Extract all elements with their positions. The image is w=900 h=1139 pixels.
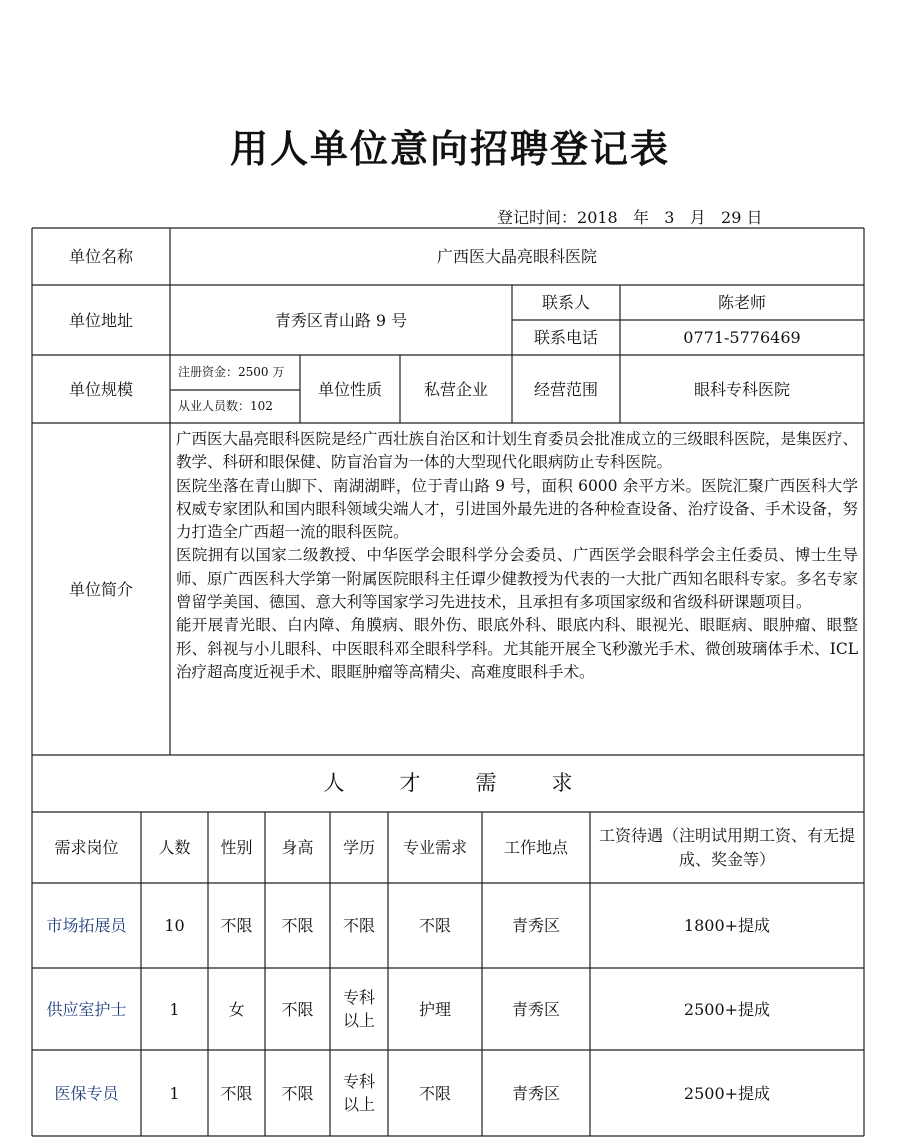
row-major: 护理 [418, 999, 451, 1019]
row-salary: 2500+提成 [683, 999, 771, 1019]
business-scope-label: 经营范围 [533, 379, 598, 399]
row-height: 不限 [281, 1083, 314, 1103]
intro-paragraph: 能开展青光眼、白内障、角膜病、眼外伤、眼底外科、眼底内科、眼视光、眼眶病、眼肿瘤、眼整形、斜视与小儿眼科、中医眼科邓全眼科学科。尤其能开展全飞秒激光手术、微创玻璃体手术、ICL 治疗超高度近视手术、眼眶肿瘤等高精尖、高难度眼科手术。 [176, 616, 858, 681]
row-height: 不限 [281, 916, 314, 935]
registration-month: 3 [664, 208, 675, 227]
business-scope-value: 眼科专科医院 [693, 379, 790, 399]
row-salary: 2500+提成 [683, 1083, 771, 1103]
month-unit: 月 [689, 208, 706, 227]
company-name-label: 单位名称 [68, 247, 133, 266]
company-address-label: 单位地址 [68, 310, 133, 330]
company-intro [176, 428, 858, 684]
day-unit: 日 [746, 208, 763, 227]
form-title: 用人单位意向招聘登记表 [229, 127, 670, 171]
row-major: 不限 [418, 916, 451, 935]
intro-paragraph: 医院坐落在青山脚下、南湖湖畔，位于青山路 9 号，面积 6000 余平方米。医院汇聚广西医科大学权威专家团队和国内眼科领域尖端人才，引进国外最先进的各种检查设备、治疗设备、手术设备，努力打造全广西超一流的眼科医院。 [176, 476, 859, 542]
company-nature-value: 私营企业 [423, 379, 488, 399]
company-scale-label: 单位规模 [68, 379, 133, 399]
intro-paragraph: 医院拥有以国家二级教授、中华医学会眼科学分会委员、广西医学会眼科学会主任委员、博士生导师、原广西医科大学第一附属医院眼科主任谭少健教授为代表的一大批广西知名眼科专家。多名专家曾留学美国、德国、意大利等国家学习先进技术，且承担有多项国家级和省级科研课题项目。 [176, 546, 859, 612]
contact-label: 联系人 [541, 293, 590, 312]
header-count: 人数 [158, 838, 191, 857]
row-education: 专科以上 [342, 1072, 375, 1114]
row-position: 供应室护士 [46, 999, 127, 1019]
phone-label: 联系电话 [533, 328, 598, 347]
registration-day: 29 [721, 208, 742, 227]
registration-year: 2018 [577, 208, 618, 227]
section-char: 需 [475, 771, 497, 795]
section-char: 才 [399, 771, 421, 795]
contact-value: 陈老师 [717, 293, 766, 312]
section-char: 人 [323, 771, 345, 795]
talent-section-title [32, 755, 864, 812]
header-gender: 性别 [220, 838, 253, 857]
row-education: 不限 [342, 916, 375, 935]
row-position: 市场拓展员 [46, 916, 127, 935]
row-salary: 1800+提成 [683, 916, 771, 935]
intro-paragraph: 广西医大晶亮眼科医院是经广西壮族自治区和计划生育委员会批准成立的三级眼科医院，是集医疗、教学、科研和眼保健、防盲治盲为一体的大型现代化眼病防止专科医院。 [176, 430, 859, 472]
header-position: 需求岗位 [54, 838, 119, 857]
company-address-value: 青秀区青山路 9 号 [274, 310, 408, 330]
row-height: 不限 [281, 999, 314, 1019]
row-location: 青秀区 [511, 916, 560, 935]
phone-value: 0771-5776469 [683, 328, 801, 347]
row-position: 医保专员 [54, 1083, 119, 1103]
company-name-value: 广西医大晶亮眼科医院 [436, 247, 597, 266]
row-major: 不限 [418, 1083, 451, 1103]
row-location: 青秀区 [511, 999, 560, 1019]
registration-label: 登记时间： [497, 208, 578, 227]
header-height: 身高 [281, 838, 314, 857]
row-location: 青秀区 [511, 1083, 560, 1103]
employee-count: 从业人员数：102 [178, 399, 273, 413]
row-gender: 不限 [220, 916, 253, 935]
year-unit: 年 [633, 208, 650, 227]
header-salary: 工资待遇（注明试用期工资、有无提成、奖金等） [598, 825, 855, 869]
section-char: 求 [551, 771, 573, 795]
company-nature-label: 单位性质 [317, 379, 382, 399]
row-count: 10 [164, 916, 185, 935]
row-education: 专科以上 [342, 988, 375, 1030]
registered-capital: 注册资金：2500 万 [178, 365, 285, 379]
row-count: 1 [169, 1083, 180, 1103]
header-major: 专业需求 [402, 838, 467, 857]
row-gender: 女 [228, 999, 245, 1019]
header-location: 工作地点 [503, 838, 568, 857]
header-education: 学历 [342, 838, 375, 857]
row-gender: 不限 [220, 1083, 253, 1103]
company-intro-label: 单位简介 [68, 579, 133, 599]
row-count: 1 [169, 999, 180, 1019]
